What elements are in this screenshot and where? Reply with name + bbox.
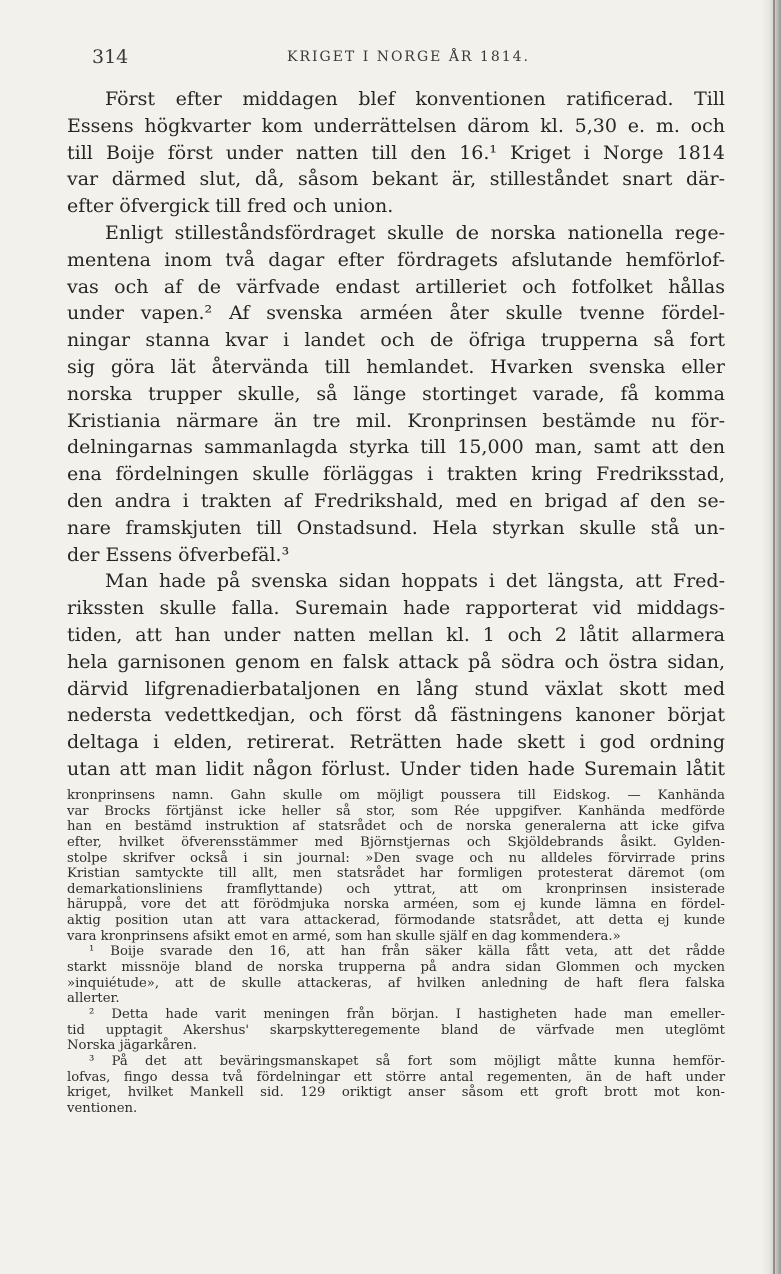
text-line: der Essens öfverbefäl.³ (67, 543, 290, 566)
footnote-line: ³ På det att beväringsmanskapet så fort som möjligt måtte kunna hemför- (89, 1053, 725, 1069)
footnote-line: ¹ Boije svarade den 16, att han från säker källa fått veta, att det rådde (89, 944, 725, 960)
footnote-line: ventionen. (67, 1100, 138, 1116)
text-line: vas och af de värfvade endast artilleriet och fotfolket hållas (67, 275, 725, 298)
page-number: 314 (92, 46, 129, 68)
text-line: hela garnisonen genom en falsk attack på södra och östra sidan, (67, 650, 725, 673)
footnote-line: lofvas, fingo dessa två fördelningar ett större antal regementen, än de haft under (67, 1069, 725, 1085)
footnote-line: efter, hvilket öfverensstämmer med Björnstjernas och Skjöldebrands åsikt. Gylden- (67, 834, 725, 850)
footnote-line: ² Detta hade varit meningen från början. I hastigheten hade man emeller- (89, 1006, 725, 1022)
footnote-line: kronprinsens namn. Gahn skulle om möjligt poussera till Eidskog. — Kanhända (67, 788, 725, 803)
footnotes (67, 788, 725, 1116)
text-line: under vapen.² Af svenska arméen åter skulle tvenne fördel- (67, 302, 725, 325)
text-line: nedersta vedettkedjan, och först då fästningens kanoner börjat (67, 704, 725, 727)
footnote-line: starkt missnöje bland de norska trupperna på andra sidan Glommen och mycken (67, 960, 725, 976)
footnote-line: tid upptagit Akershus' skarpskytteregemente bland de värfvade men uteglömt (67, 1022, 725, 1038)
text-line: rikssten skulle falla. Suremain hade rapporterat vid middags- (67, 597, 725, 620)
text-line: Enligt stilleståndsfördraget skulle de norska nationella rege- (105, 221, 725, 244)
footnote-line: var Brocks förtjänst icke heller så stor, som Rée uppgifver. Kanhända medförde (67, 803, 725, 819)
text-line: norska trupper skulle, så länge stortinget varade, få komma (67, 382, 725, 405)
text-line: sig göra lät återvända till hemlandet. Hvarken svenska eller (67, 355, 725, 378)
text-line: till Boije först under natten till den 16.¹ Kriget i Norge 1814 (67, 141, 725, 164)
footnote-line: Norska jägarkåren. (67, 1038, 197, 1054)
text-line: ningar stanna kvar i landet och de öfriga trupperna så fort (67, 329, 725, 352)
footnote-line: kriget, hvilket Mankell sid. 129 oriktigt anser såsom ett groft brott mot kon- (67, 1085, 725, 1101)
text-line: utan att man lidit någon förlust. Under tiden hade Suremain låtit (67, 757, 725, 780)
text-line: Kristiania närmare än tre mil. Kronprinsen bestämde nu för- (67, 409, 725, 432)
text-line: delningarnas sammanlagda styrka till 15,000 man, samt att den (67, 436, 725, 459)
footnote-line: häruppå, vore det att förödmjuka norska arméen, som ej kunde lämna en fördel- (67, 897, 725, 913)
page-edge-line (773, 0, 775, 1274)
text-line: mentena inom två dagar efter fördragets afslutande hemförlof- (67, 248, 725, 271)
page-header (92, 46, 732, 72)
main-text (67, 86, 725, 783)
page-edge-shadow (761, 0, 781, 1274)
text-line: nare framskjuten till Onstadsund. Hela styrkan skulle stå un- (67, 516, 725, 539)
footnote-line: aktig position utan att vara attackerad, förmodande statsrådet, att detta ej kunde (67, 913, 725, 929)
text-line: tiden, att han under natten mellan kl. 1 och 2 låtit allarmera (67, 623, 725, 646)
footnote-line: »inquiétude», att de skulle attackeras, af hvilken anledning de haft flera falska (67, 975, 725, 991)
footnote-line: demarkationsliniens framflyttande) och yttrat, att om kronprinsen insisterade (67, 881, 725, 897)
footnote-line: han en bestämd instruktion af statsrådet och de norska generalerna att icke gifva (67, 819, 725, 835)
text-line: den andra i trakten af Fredrikshald, med en brigad af den se- (67, 489, 725, 512)
footnote-line: vara kronprinsens afsikt emot en armé, som han skulle själf en dag kommendera.» (67, 928, 621, 944)
text-line: Först efter middagen blef konventionen ratificerad. Till (105, 88, 725, 110)
footnote-line: stolpe skrifver också i sin journal: »Den svage och nu alldeles förvirrade prins (67, 850, 725, 866)
text-line: därvid lifgrenadierbataljonen en lång stund växlat skott med (67, 677, 725, 700)
footnote-line: allerter. (67, 991, 120, 1007)
footnote-line: Kristian samtyckte till allt, men statsrådet har formligen protesterat däremot (om (67, 866, 725, 882)
text-line: Man hade på svenska sidan hoppats i det längsta, att Fred- (105, 570, 725, 593)
text-line: ena fördelningen skulle förläggas i trakten kring Fredriksstad, (67, 463, 725, 486)
text-line: deltaga i elden, retirerat. Reträtten hade skett i god ordning (67, 731, 725, 754)
text-line: efter öfvergick till fred och union. (67, 195, 394, 218)
text-line: Essens högkvarter kom underrättelsen därom kl. 5,30 e. m. och (67, 114, 725, 137)
text-line: var därmed slut, då, såsom bekant är, stilleståndet snart där- (67, 168, 725, 191)
running-head: KRIGET I NORGE ÅR 1814. (287, 49, 531, 65)
